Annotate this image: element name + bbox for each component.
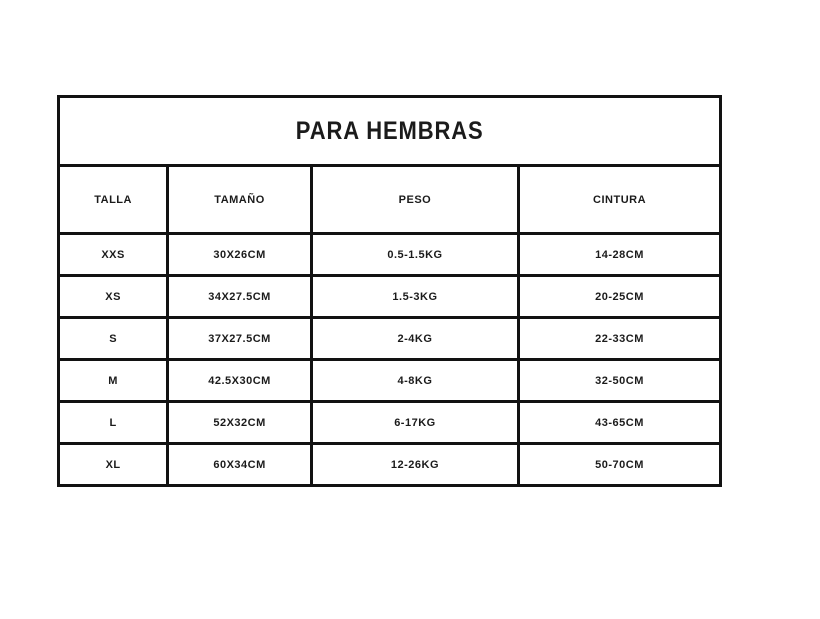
column-header-talla: TALLA [59, 166, 168, 234]
table-row [59, 318, 721, 360]
cell-cintura: 20-25CM [519, 276, 721, 318]
female-size-chart-table [57, 95, 722, 487]
cell-peso: 12-26KG [311, 444, 518, 486]
cell-peso: 4-8KG [311, 360, 518, 402]
cell-peso: 1.5-3KG [311, 276, 518, 318]
table-row [59, 444, 721, 486]
table-title [59, 97, 721, 166]
cell-cintura: 22-33CM [519, 318, 721, 360]
table-row [59, 360, 721, 402]
cell-cintura: 14-28CM [519, 234, 721, 276]
cell-cintura: 50-70CM [519, 444, 721, 486]
cell-talla: L [59, 402, 168, 444]
title-row [59, 97, 721, 166]
table-row [59, 402, 721, 444]
table-row [59, 276, 721, 318]
cell-talla: M [59, 360, 168, 402]
table-row [59, 234, 721, 276]
cell-talla: XL [59, 444, 168, 486]
column-header-cintura: CINTURA [519, 166, 721, 234]
cell-tamano: 60X34CM [168, 444, 312, 486]
cell-talla: XXS [59, 234, 168, 276]
cell-peso: 0.5-1.5KG [311, 234, 518, 276]
column-header-tamano: TAMAÑO [168, 166, 312, 234]
cell-talla: XS [59, 276, 168, 318]
cell-peso: 2-4KG [311, 318, 518, 360]
header-row [59, 166, 721, 234]
cell-tamano: 52X32CM [168, 402, 312, 444]
cell-tamano: 30X26CM [168, 234, 312, 276]
cell-cintura: 32-50CM [519, 360, 721, 402]
cell-tamano: 34X27.5CM [168, 276, 312, 318]
table-title-text: PARA HEMBRAS [295, 116, 484, 145]
column-header-peso: PESO [311, 166, 518, 234]
cell-peso: 6-17KG [311, 402, 518, 444]
cell-tamano: 37X27.5CM [168, 318, 312, 360]
cell-cintura: 43-65CM [519, 402, 721, 444]
cell-talla: S [59, 318, 168, 360]
cell-tamano: 42.5X30CM [168, 360, 312, 402]
